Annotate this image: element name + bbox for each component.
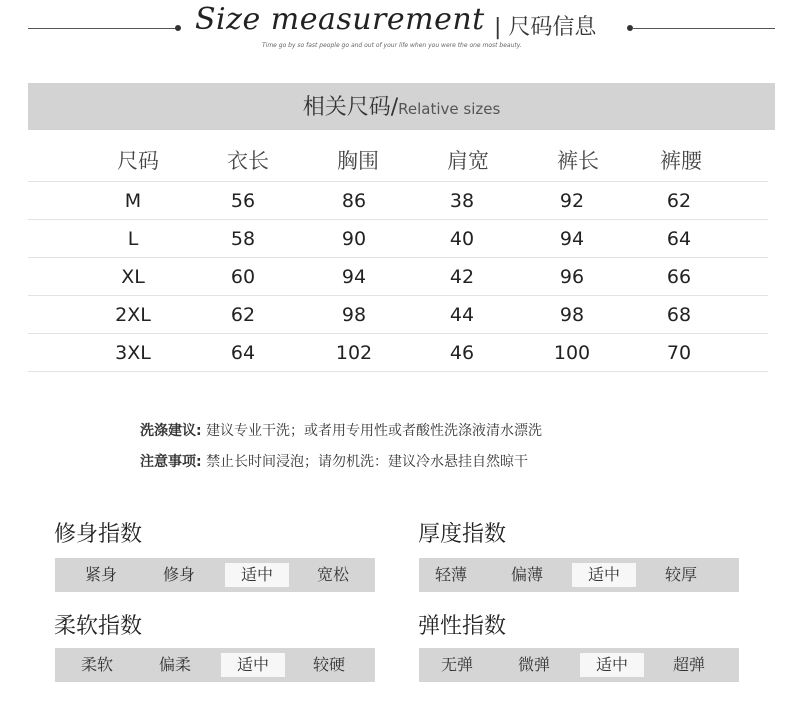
table-cell: 66 [666,266,692,288]
table-cell: 64 [230,342,256,364]
wash-advice-text: 建议专业干洗；或者用专用性或者酸性洗涤液清水漂洗 [206,423,543,439]
elasticity-index-option-selected: 适中 [580,653,644,677]
table-cell-size: M [124,190,142,212]
table-cell: 42 [449,266,475,288]
wash-advice [140,420,542,440]
care-notes-label: 注意事项: [140,454,202,470]
table-header-row [28,135,768,182]
softness-index-option: 偏柔 [158,655,191,674]
table-cell: 62 [230,304,256,326]
fit-index-option: 宽松 [316,565,349,584]
table-cell: 86 [341,190,367,212]
table-cell: 94 [341,266,367,288]
elasticity-index-title: 弹性指数 [418,614,507,639]
fit-index-option: 修身 [162,565,195,584]
table-cell: 40 [449,228,475,250]
thickness-index-option-selected: 适中 [572,563,636,587]
table-cell: 90 [341,228,367,250]
table-cell: 70 [666,342,692,364]
relative-sizes-title-en: Relative sizes [398,100,501,118]
table-row [28,334,768,372]
table-cell: 58 [230,228,256,250]
softness-index-scale [55,648,375,682]
table-cell: 62 [666,190,692,212]
column-header: 衣长 [227,149,269,173]
softness-index-option: 较硬 [312,655,345,674]
table-cell-size: XL [121,266,145,288]
table-cell: 96 [559,266,585,288]
header-tagline: Time go by so fast people go and out of your life when you were the one most beauty. [262,42,522,49]
softness-index-option: 柔软 [80,655,113,674]
table-cell: 68 [666,304,692,326]
table-cell: 92 [559,190,585,212]
thickness-index-option: 轻薄 [434,565,467,584]
elasticity-index-option: 超弹 [672,655,705,674]
table-cell: 56 [230,190,256,212]
table-cell: 98 [341,304,367,326]
header-left-line [28,28,178,29]
column-header: 尺码 [117,149,159,173]
table-cell-size: 2XL [115,304,151,326]
thickness-index-option: 较厚 [664,565,697,584]
thickness-index-option: 偏薄 [510,565,543,584]
elasticity-index-option: 微弹 [517,655,550,674]
column-header: 胸围 [337,149,379,173]
fit-index-option: 紧身 [84,565,117,584]
table-cell: 46 [449,342,475,364]
care-notes-text: 禁止长时间浸泡；请勿机洗：建议冷水悬挂自然晾干 [206,454,529,470]
thickness-index-scale [419,558,739,592]
header-right-line [632,28,775,29]
table-cell: 38 [449,190,475,212]
care-notes [140,451,528,471]
header-chinese-text: 尺码信息 [508,15,597,40]
fit-index-title: 修身指数 [54,522,143,547]
elasticity-index-scale [419,648,739,682]
table-row [28,258,768,296]
table-cell-size: L [127,228,139,250]
page-header [0,0,790,60]
header-left-dot [175,25,181,31]
fit-index-option-selected: 适中 [225,563,289,587]
table-cell: 64 [666,228,692,250]
table-cell: 98 [559,304,585,326]
table-row [28,296,768,334]
column-header: 裤腰 [660,149,702,173]
thickness-index-title: 厚度指数 [418,522,507,547]
table-cell: 100 [553,342,591,364]
size-table [28,135,768,372]
header-chinese-title [494,10,596,41]
fit-index-scale [55,558,375,592]
elasticity-index-option: 无弹 [440,655,473,674]
relative-sizes-title-cn: 相关尺码/ [302,95,399,120]
table-cell: 94 [559,228,585,250]
table-cell: 102 [335,342,373,364]
column-header: 裤长 [557,149,599,173]
table-cell-size: 3XL [115,342,151,364]
table-row [28,182,768,220]
header-script-title: Size measurement [195,2,485,37]
column-header: 肩宽 [447,149,489,173]
table-cell: 60 [230,266,256,288]
table-cell: 44 [449,304,475,326]
wash-advice-label: 洗涤建议: [140,423,202,439]
table-row [28,220,768,258]
softness-index-option-selected: 适中 [221,653,285,677]
softness-index-title: 柔软指数 [54,614,143,639]
relative-sizes-banner [28,83,775,130]
header-separator: | [494,15,502,40]
